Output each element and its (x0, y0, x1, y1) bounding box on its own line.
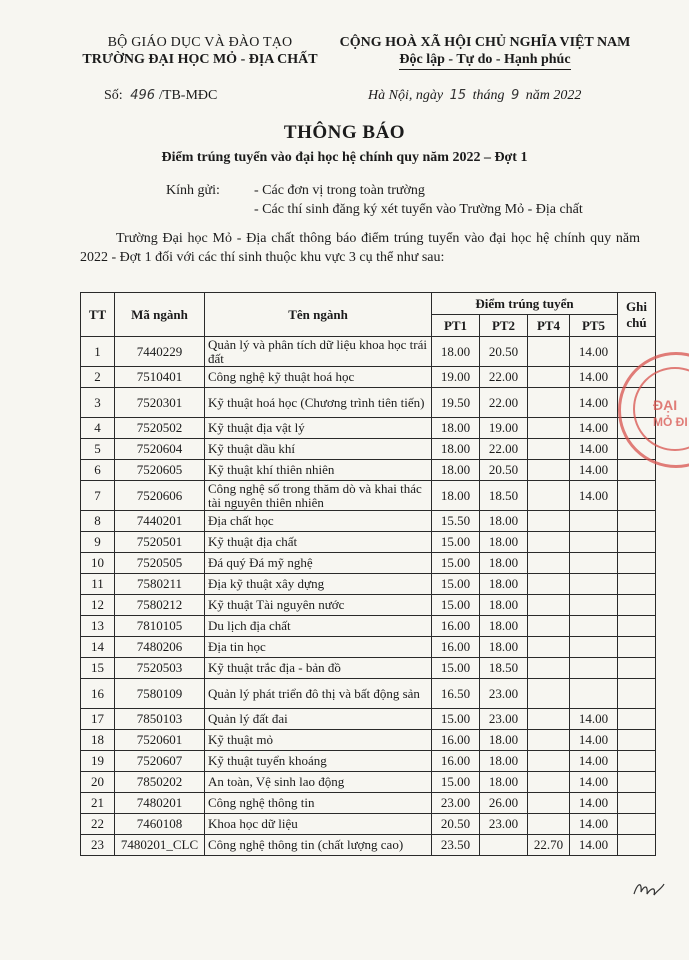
cell-tt: 5 (81, 439, 115, 460)
cell-tt: 18 (81, 730, 115, 751)
motto: Độc lập - Tự do - Hạnh phúc (399, 51, 570, 70)
table-row (81, 616, 656, 637)
cell-code: 7520505 (115, 553, 205, 574)
cell-pt5 (570, 679, 618, 709)
table-row (81, 460, 656, 481)
cell-pt1: 15.50 (432, 511, 480, 532)
cell-code: 7520605 (115, 460, 205, 481)
cell-pt2: 18.00 (480, 511, 528, 532)
cell-tt: 19 (81, 751, 115, 772)
cell-pt2: 23.00 (480, 679, 528, 709)
cell-pt1: 20.50 (432, 814, 480, 835)
cell-pt2: 18.00 (480, 532, 528, 553)
header-note: Ghi chú (618, 293, 656, 337)
cell-pt1: 16.00 (432, 637, 480, 658)
cell-pt2: 23.00 (480, 709, 528, 730)
signature-mark-icon (632, 878, 666, 900)
cell-pt1: 19.50 (432, 388, 480, 418)
cell-code: 7520502 (115, 418, 205, 439)
cell-pt1: 18.00 (432, 481, 480, 511)
table-row (81, 772, 656, 793)
school-name: TRƯỜNG ĐẠI HỌC MỎ - ĐỊA CHẤT (82, 52, 318, 67)
cell-name: Công nghệ thông tin (205, 793, 432, 814)
cell-code: 7480201_CLC (115, 835, 205, 856)
table-row (81, 658, 656, 679)
cell-code: 7510401 (115, 367, 205, 388)
cell-name: Kỹ thuật trắc địa - bản đồ (205, 658, 432, 679)
admission-scores-table (80, 292, 656, 856)
cell-pt4 (528, 553, 570, 574)
table-row (81, 814, 656, 835)
cell-pt2: 18.00 (480, 616, 528, 637)
cell-pt2 (480, 835, 528, 856)
table-row (81, 793, 656, 814)
doc-number-suffix: /TB-MĐC (159, 88, 218, 103)
header-pt4: PT4 (528, 315, 570, 337)
date-place: Hà Nội, ngày (368, 88, 444, 103)
cell-tt: 11 (81, 574, 115, 595)
cell-name: Công nghệ số trong thăm dò và khai thác tài nguyên thiên nhiên (205, 481, 432, 511)
cell-pt1: 23.50 (432, 835, 480, 856)
greeting-line-1: - Các đơn vị trong toàn trường (254, 183, 425, 198)
cell-tt: 22 (81, 814, 115, 835)
intro-paragraph: Trường Đại học Mỏ - Địa chất thông báo điểm trúng tuyển vào đại học hệ chính quy năm 2022 - Đợt 1 đối với các thí sinh thuộc khu vực 3 cụ thể như sau: (80, 231, 640, 265)
page-title: THÔNG BÁO (283, 122, 406, 143)
cell-name: Công nghệ kỹ thuật hoá học (205, 367, 432, 388)
cell-name: Du lịch địa chất (205, 616, 432, 637)
cell-note (618, 751, 656, 772)
table-row (81, 418, 656, 439)
cell-pt2: 18.50 (480, 658, 528, 679)
cell-note (618, 679, 656, 709)
issuer-header (80, 34, 320, 68)
cell-code: 7440229 (115, 337, 205, 367)
table-row (81, 679, 656, 709)
header-code: Mã ngành (115, 293, 205, 337)
cell-code: 7520607 (115, 751, 205, 772)
cell-pt2: 20.50 (480, 460, 528, 481)
table-row (81, 481, 656, 511)
greeting-label: Kính gửi: (166, 183, 220, 198)
cell-tt: 15 (81, 658, 115, 679)
cell-pt4 (528, 481, 570, 511)
cell-tt: 16 (81, 679, 115, 709)
cell-pt5: 14.00 (570, 814, 618, 835)
table-row (81, 709, 656, 730)
cell-pt4 (528, 730, 570, 751)
cell-pt4 (528, 511, 570, 532)
cell-code: 7520604 (115, 439, 205, 460)
cell-tt: 14 (81, 637, 115, 658)
cell-code: 7520601 (115, 730, 205, 751)
cell-tt: 20 (81, 772, 115, 793)
cell-name: Công nghệ thông tin (chất lượng cao) (205, 835, 432, 856)
cell-name: Địa chất học (205, 511, 432, 532)
cell-pt5 (570, 553, 618, 574)
cell-pt4 (528, 751, 570, 772)
cell-name: Kỹ thuật hoá học (Chương trình tiên tiến) (205, 388, 432, 418)
cell-pt4 (528, 658, 570, 679)
cell-tt: 8 (81, 511, 115, 532)
cell-pt5: 14.00 (570, 772, 618, 793)
cell-pt2: 18.00 (480, 751, 528, 772)
cell-pt2: 23.00 (480, 814, 528, 835)
header-name: Tên ngành (205, 293, 432, 337)
cell-note (618, 532, 656, 553)
cell-pt2: 18.00 (480, 637, 528, 658)
cell-pt2: 18.00 (480, 553, 528, 574)
cell-pt1: 15.00 (432, 553, 480, 574)
national-header (330, 34, 640, 70)
cell-tt: 10 (81, 553, 115, 574)
cell-pt1: 15.00 (432, 532, 480, 553)
cell-code: 7850202 (115, 772, 205, 793)
cell-note (618, 595, 656, 616)
header-pt5: PT5 (570, 315, 618, 337)
cell-pt4 (528, 574, 570, 595)
header-scores: Điểm trúng tuyển (432, 293, 618, 315)
cell-name: Kỹ thuật địa vật lý (205, 418, 432, 439)
cell-name: Địa tin học (205, 637, 432, 658)
cell-pt2: 22.00 (480, 439, 528, 460)
cell-pt1: 23.00 (432, 793, 480, 814)
cell-code: 7580212 (115, 595, 205, 616)
seal-text-1: ĐẠI (653, 397, 678, 413)
cell-pt5 (570, 511, 618, 532)
cell-pt4 (528, 532, 570, 553)
cell-name: Kỹ thuật khí thiên nhiên (205, 460, 432, 481)
cell-pt5 (570, 574, 618, 595)
cell-tt: 12 (81, 595, 115, 616)
cell-code: 7520503 (115, 658, 205, 679)
document-number (104, 88, 217, 104)
cell-pt2: 18.50 (480, 481, 528, 511)
cell-pt2: 18.00 (480, 730, 528, 751)
cell-note (618, 574, 656, 595)
cell-tt: 23 (81, 835, 115, 856)
cell-code: 7520606 (115, 481, 205, 511)
cell-tt: 13 (81, 616, 115, 637)
doc-number-value: 496 (130, 88, 156, 103)
cell-pt1: 16.00 (432, 730, 480, 751)
cell-tt: 4 (81, 418, 115, 439)
date-year: năm 2022 (525, 88, 582, 103)
cell-note (618, 772, 656, 793)
cell-name: Đá quý Đá mỹ nghệ (205, 553, 432, 574)
cell-pt4 (528, 709, 570, 730)
cell-name: Kỹ thuật Tài nguyên nước (205, 595, 432, 616)
cell-note (618, 616, 656, 637)
cell-note (618, 709, 656, 730)
seal-text-2: MỎ ĐI (653, 415, 688, 429)
header-pt2: PT2 (480, 315, 528, 337)
cell-pt1: 18.00 (432, 439, 480, 460)
cell-pt1: 15.00 (432, 709, 480, 730)
table-row (81, 835, 656, 856)
table-row (81, 511, 656, 532)
cell-note (618, 460, 656, 481)
cell-pt5: 14.00 (570, 439, 618, 460)
cell-note (618, 793, 656, 814)
cell-tt: 6 (81, 460, 115, 481)
cell-pt2: 22.00 (480, 367, 528, 388)
cell-pt2: 19.00 (480, 418, 528, 439)
cell-name: Địa kỹ thuật xây dựng (205, 574, 432, 595)
cell-name: Kỹ thuật dầu khí (205, 439, 432, 460)
cell-pt1: 16.00 (432, 616, 480, 637)
cell-note (618, 658, 656, 679)
cell-pt5: 14.00 (570, 709, 618, 730)
cell-pt5 (570, 616, 618, 637)
cell-pt5 (570, 637, 618, 658)
cell-pt1: 15.00 (432, 772, 480, 793)
cell-pt1: 16.00 (432, 751, 480, 772)
cell-note (618, 637, 656, 658)
cell-code: 7580211 (115, 574, 205, 595)
table-row (81, 595, 656, 616)
greeting-line-2: - Các thí sinh đăng ký xét tuyển vào Trường Mỏ - Địa chất (254, 202, 583, 217)
cell-pt4 (528, 460, 570, 481)
cell-tt: 17 (81, 709, 115, 730)
cell-pt1: 16.50 (432, 679, 480, 709)
cell-pt5: 14.00 (570, 337, 618, 367)
doc-number-prefix: Số: (104, 88, 123, 103)
table-row (81, 553, 656, 574)
cell-pt2: 18.00 (480, 595, 528, 616)
cell-name: Quản lý đất đai (205, 709, 432, 730)
cell-pt4 (528, 814, 570, 835)
cell-pt5: 14.00 (570, 751, 618, 772)
country-name: CỘNG HOÀ XÃ HỘI CHỦ NGHĨA VIỆT NAM (339, 35, 631, 50)
cell-pt2: 26.00 (480, 793, 528, 814)
cell-note (618, 481, 656, 511)
cell-code: 7480206 (115, 637, 205, 658)
cell-pt1: 15.00 (432, 595, 480, 616)
cell-code: 7520501 (115, 532, 205, 553)
cell-pt1: 15.00 (432, 574, 480, 595)
header-tt: TT (81, 293, 115, 337)
greeting (166, 181, 583, 219)
table-row (81, 574, 656, 595)
cell-pt1: 19.00 (432, 367, 480, 388)
cell-pt5 (570, 595, 618, 616)
table-row (81, 730, 656, 751)
cell-name: Kỹ thuật mỏ (205, 730, 432, 751)
cell-pt5: 14.00 (570, 730, 618, 751)
cell-tt: 2 (81, 367, 115, 388)
cell-name: Kỹ thuật địa chất (205, 532, 432, 553)
cell-pt1: 18.00 (432, 460, 480, 481)
cell-pt4 (528, 388, 570, 418)
cell-pt4: 22.70 (528, 835, 570, 856)
cell-pt1: 15.00 (432, 658, 480, 679)
cell-note (618, 814, 656, 835)
cell-name: An toàn, Vệ sinh lao động (205, 772, 432, 793)
cell-tt: 9 (81, 532, 115, 553)
table-row (81, 337, 656, 367)
cell-tt: 1 (81, 337, 115, 367)
table-row (81, 367, 656, 388)
cell-pt5: 14.00 (570, 388, 618, 418)
cell-tt: 21 (81, 793, 115, 814)
cell-code: 7810105 (115, 616, 205, 637)
cell-pt5: 14.00 (570, 418, 618, 439)
document-date (368, 88, 581, 104)
cell-pt5: 14.00 (570, 793, 618, 814)
cell-pt2: 22.00 (480, 388, 528, 418)
cell-note (618, 511, 656, 532)
cell-pt4 (528, 439, 570, 460)
cell-code: 7850103 (115, 709, 205, 730)
cell-pt1: 18.00 (432, 337, 480, 367)
cell-pt2: 18.00 (480, 772, 528, 793)
table-row (81, 532, 656, 553)
cell-code: 7480201 (115, 793, 205, 814)
cell-pt1: 18.00 (432, 418, 480, 439)
date-day: 15 (449, 88, 467, 103)
table-row (81, 751, 656, 772)
cell-pt5 (570, 658, 618, 679)
cell-pt4 (528, 772, 570, 793)
date-month-label: tháng (472, 88, 505, 103)
cell-name: Khoa học dữ liệu (205, 814, 432, 835)
cell-pt4 (528, 595, 570, 616)
cell-pt4 (528, 679, 570, 709)
cell-pt5: 14.00 (570, 460, 618, 481)
cell-name: Kỹ thuật tuyển khoáng (205, 751, 432, 772)
cell-tt: 3 (81, 388, 115, 418)
cell-pt4 (528, 793, 570, 814)
date-month: 9 (511, 88, 520, 103)
cell-code: 7580109 (115, 679, 205, 709)
cell-pt5: 14.00 (570, 481, 618, 511)
cell-name: Quản lý phát triển đô thị và bất động sản (205, 679, 432, 709)
cell-name: Quản lý và phân tích dữ liệu khoa học trái đất (205, 337, 432, 367)
cell-pt5: 14.00 (570, 367, 618, 388)
ministry-name: BỘ GIÁO DỤC VÀ ĐÀO TẠO (107, 35, 293, 50)
cell-code: 7440201 (115, 511, 205, 532)
table-row (81, 439, 656, 460)
cell-pt4 (528, 637, 570, 658)
page-subtitle: Điểm trúng tuyển vào đại học hệ chính quy năm 2022 – Đợt 1 (161, 150, 528, 165)
cell-note (618, 553, 656, 574)
table-row (81, 637, 656, 658)
cell-tt: 7 (81, 481, 115, 511)
cell-note (618, 730, 656, 751)
header-pt1: PT1 (432, 315, 480, 337)
cell-pt4 (528, 367, 570, 388)
cell-pt4 (528, 337, 570, 367)
cell-pt4 (528, 616, 570, 637)
cell-pt5: 14.00 (570, 835, 618, 856)
cell-pt2: 18.00 (480, 574, 528, 595)
cell-code: 7520301 (115, 388, 205, 418)
table-row (81, 388, 656, 418)
cell-pt5 (570, 532, 618, 553)
cell-code: 7460108 (115, 814, 205, 835)
cell-pt4 (528, 418, 570, 439)
cell-pt2: 20.50 (480, 337, 528, 367)
table-body (81, 337, 656, 856)
cell-note (618, 835, 656, 856)
